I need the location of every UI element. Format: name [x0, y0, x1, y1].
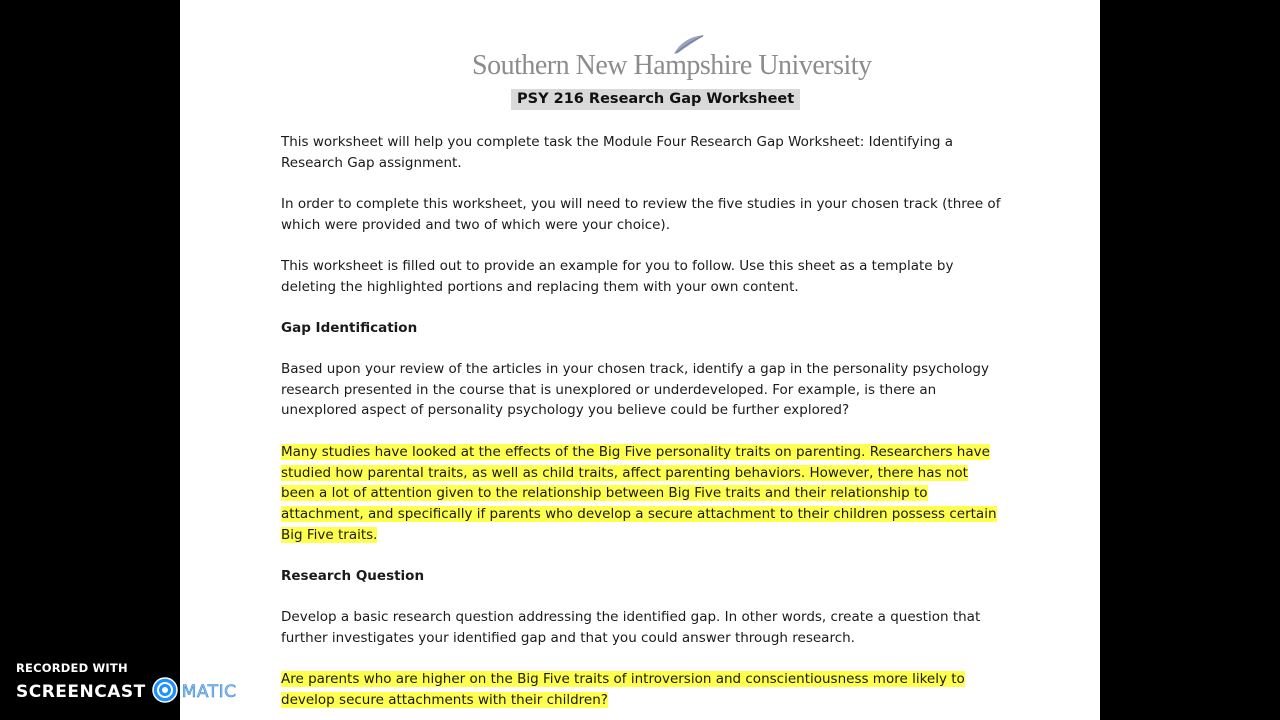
university-logo-text: Southern New Hampshire University — [472, 50, 872, 81]
gap-identification-answer — [281, 442, 1001, 546]
watermark-brand-part1: SCREENCAST — [16, 682, 146, 702]
intro-paragraph-2: In order to complete this worksheet, you will need to review the five studies in your chosen track (three of which were provided and two of which were your choice). — [281, 196, 1001, 233]
record-circle-icon — [152, 677, 178, 703]
research-question-prompt: Develop a basic research question addressing the identified gap. In other words, create a question that further investigates your identified gap and that you could answer through research. — [281, 609, 981, 646]
university-logo — [472, 48, 872, 84]
screencast-o-matic-watermark — [16, 678, 237, 706]
worksheet-title: PSY 216 Research Gap Worksheet — [511, 89, 800, 110]
research-question-answer — [281, 669, 1001, 710]
intro-paragraph-1: This worksheet will help you complete task the Module Four Research Gap Worksheet: Identifying a Research Gap assignment. — [281, 134, 954, 171]
research-question-heading: Research Question — [281, 568, 425, 584]
watermark-brand-part2: MATIC — [181, 682, 237, 702]
leaf-icon — [672, 34, 706, 56]
highlighted-gap-answer: Many studies have looked at the effects of the Big Five personality traits on parenting. Researchers have studied how parental traits, as well as child traits, affect parenting behaviors. However, there has not been a lot of attention given to the relationship between Big Five traits and their relationship to attachment, and specifically if parents who develop a secure attachment to their children possess certain Big Five traits. — [281, 444, 997, 543]
recorded-with-label: RECORDED WITH — [16, 661, 128, 675]
gap-identification-prompt: Based upon your review of the articles in your chosen track, identify a gap in the personality psychology research presented in the course that is unexplored or underdeveloped. For example, is there an unexplored aspect of personality psychology you believe could be further explored? — [281, 361, 989, 419]
highlighted-research-question: Are parents who are higher on the Big Five traits of introversion and conscientiousness more likely to develop secure attachments with their children? — [281, 671, 965, 708]
gap-identification-heading: Gap Identification — [281, 320, 418, 336]
intro-paragraph-3: This worksheet is filled out to provide an example for you to follow. Use this sheet as a template by deleting the highlighted portions and replacing them with your own content. — [281, 258, 954, 295]
document-page — [180, 0, 1100, 720]
